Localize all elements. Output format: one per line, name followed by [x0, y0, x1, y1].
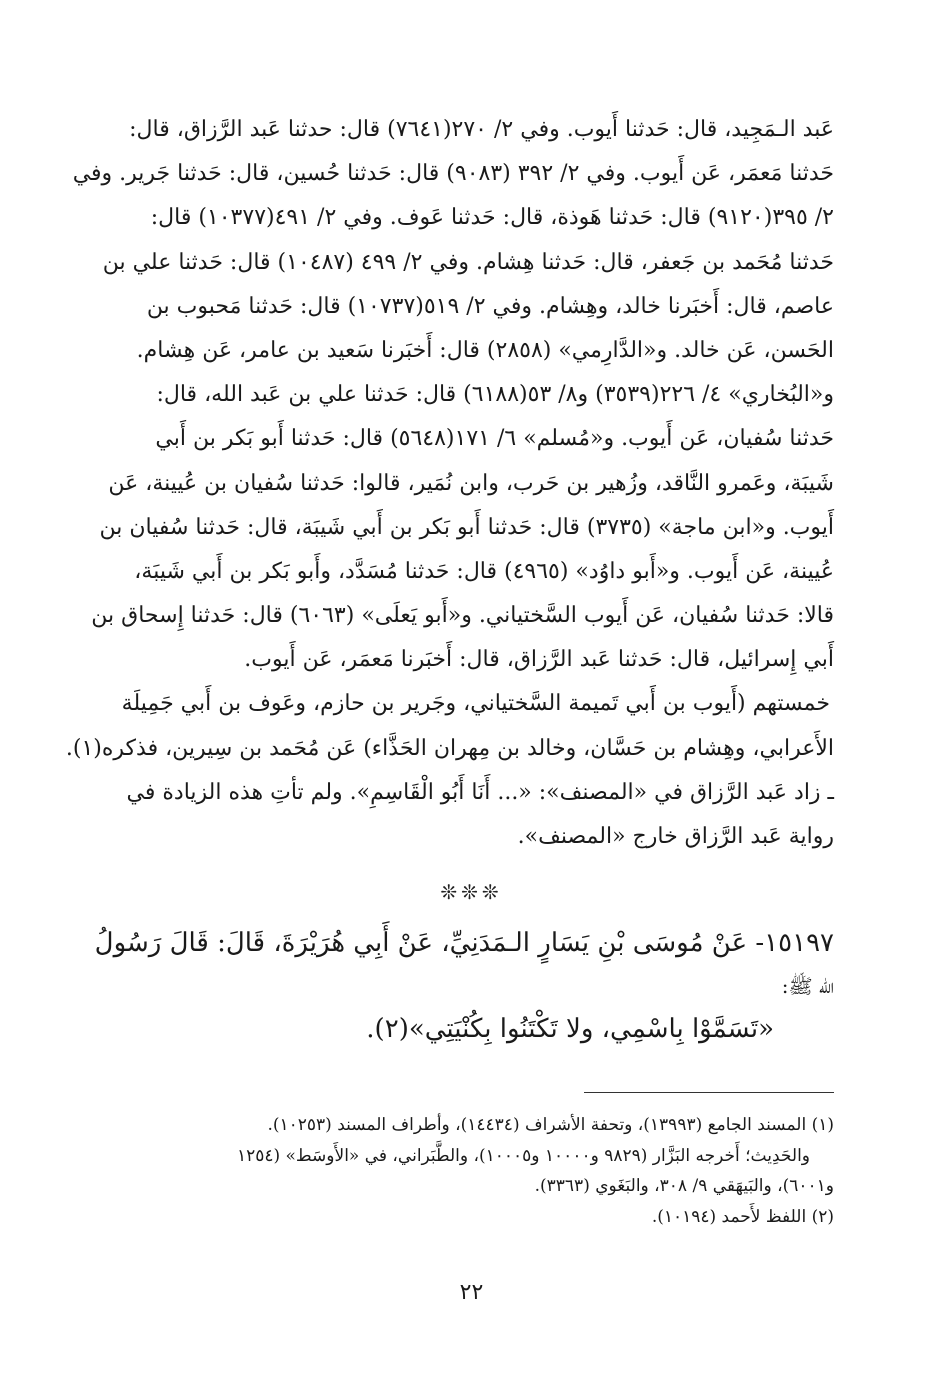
- text-line: و«البُخاري» ٤/ ٢٢٦(٣٥٣٩) و٨/ ٥٣(٦١٨٨) قال: حَدثنا علي بن عَبد الله، قال:: [156, 382, 834, 408]
- text-line: خمستهم (أَيوب بن أَبي تَميمة السَّختياني، وجَرير بن حازم، وعَوف بن أَبي جَمِيلَة: [121, 691, 830, 717]
- footnote-line: و٦٠٠١)، والبَيهَقي ٩/ ٣٠٨، والبَغَوي (٣٣٦٣).: [534, 1176, 834, 1196]
- text-line: ٢/ ٣٩٥(٩١٢٠) قال: حَدثنا هَوذة، قال: حَدثنا عَوف. وفي ٢/ ٤٩١(١٠٣٧٧) قال:: [150, 205, 834, 231]
- text-line: قالا: حَدثنا سُفيان، عَن أَيوب السَّختياني. و«أَبو يَعلَى» (٦٠٦٣) قال: حَدثنا إِسحاق بن: [91, 603, 834, 629]
- hadith-text: [94, 920, 834, 1052]
- footnote-divider: [584, 1092, 834, 1093]
- text-line: رواية عَبد الرَّزاق خارج «المصنف».: [517, 824, 834, 849]
- footnote-line: والحَدِيث؛ أَخرجه البَزَّار (٩٨٢٩ و١٠٠٠٠ و١٠٠٠٥)، والطَّبَراني، في «الأَوسَط» (١٢٥٤: [236, 1145, 810, 1166]
- text-line: ـ زاد عَبد الرَّزاق في «المصنف»: «... أَنَا أَبُو الْقَاسِمِ». ولم تأتِ هذه الزيادة في: [126, 779, 834, 805]
- text-line: شَيبَة، وعَمرو النَّاقد، وزُهير بن حَرب، وابن نُمَير، قالوا: حَدثنا سُفيان بن عُيينة، عَن: [108, 470, 834, 496]
- footnote-line: (١) المسند الجامع (١٣٩٩٣)، وتحفة الأشراف (١٤٤٣٤)، وأطراف المسند (١٠٢٥٣).: [267, 1115, 834, 1135]
- page-number: ٢٢: [459, 1280, 484, 1305]
- hadith-line: الله ﷺ:: [781, 974, 834, 998]
- main-text-body: [65, 108, 834, 859]
- text-line: عُيينة، عَن أَيوب. و«أَبو داوُد» (٤٩٦٥) قال: حَدثنا مُسَدَّد، وأَبو بَكر بن أَبي شَيبَة،: [134, 558, 834, 584]
- footnote-line: (٢) اللفظ لأَحمد (١٠١٩٤).: [651, 1206, 834, 1227]
- text-line: أَبي إِسرائيل، قال: حَدثنا عَبد الرَّزاق، قال: أَخبَرنا مَعمَر، عَن أَيوب.: [244, 647, 834, 673]
- section-separator: ❊❊❊: [440, 880, 503, 904]
- text-line: الأَعرابي، وهِشام بن حَسَّان، وخالد بن مِهران الحَذَّاء) عَن مُحَمد بن سِيرين، فذكره(١).: [65, 735, 834, 761]
- text-line: حَدثنا سُفيان، عَن أَيوب. و«مُسلم» ٦/ ١٧١(٥٦٤٨) قال: حَدثنا أَبو بَكر بن أَبي: [155, 426, 834, 452]
- text-line: حَدثنا مُحَمد بن جَعفر، قال: حَدثنا هِشام. وفي ٢/ ٤٩٩ (١٠٤٨٧) قال: حَدثنا علي بن: [102, 249, 834, 275]
- hadith-quote: «تَسَمَّوْا بِاسْمِي، ولا تَكْتَنُوا بِكُنْيَتِي»(٢).: [366, 1014, 774, 1044]
- text-line: أَيوب. و«ابن ماجة» (٣٧٣٥) قال: حَدثنا أَبو بَكر بن أَبي شَيبَة، قال: حَدثنا سُفيان بن: [99, 514, 834, 540]
- text-line: الحَسن، عَن خالد. و«الدَّارِمي» (٢٨٥٨) قال: أَخبَرنا سَعيد بن عامر، عَن هِشام.: [136, 337, 834, 363]
- text-line: عاصم، قال: أَخبَرنا خالد، وهِشام. وفي ٢/ ٥١٩(١٠٧٣٧) قال: حَدثنا مَحبوب بن: [146, 293, 834, 319]
- footnotes: [112, 1110, 834, 1232]
- hadith-header-line: ١٥١٩٧- عَنْ مُوسَى بْنِ يَسَارٍ الـمَدَنِيِّ، عَنْ أَبِي هُرَيْرَةَ، قَالَ: قَالَ رَسُولُ: [94, 928, 834, 958]
- text-line: عَبد الـمَجِيد، قال: حَدثنا أَيوب. وفي ٢/ ٢٧٠(٧٦٤١) قال: حدثنا عَبد الرَّزاق، قال:: [129, 117, 834, 142]
- text-line: حَدثنا مَعمَر، عَن أَيوب. وفي ٢/ ٣٩٢ (٩٠٨٣) قال: حَدثنا حُسين، قال: حَدثنا جَرير. وفي: [72, 161, 834, 187]
